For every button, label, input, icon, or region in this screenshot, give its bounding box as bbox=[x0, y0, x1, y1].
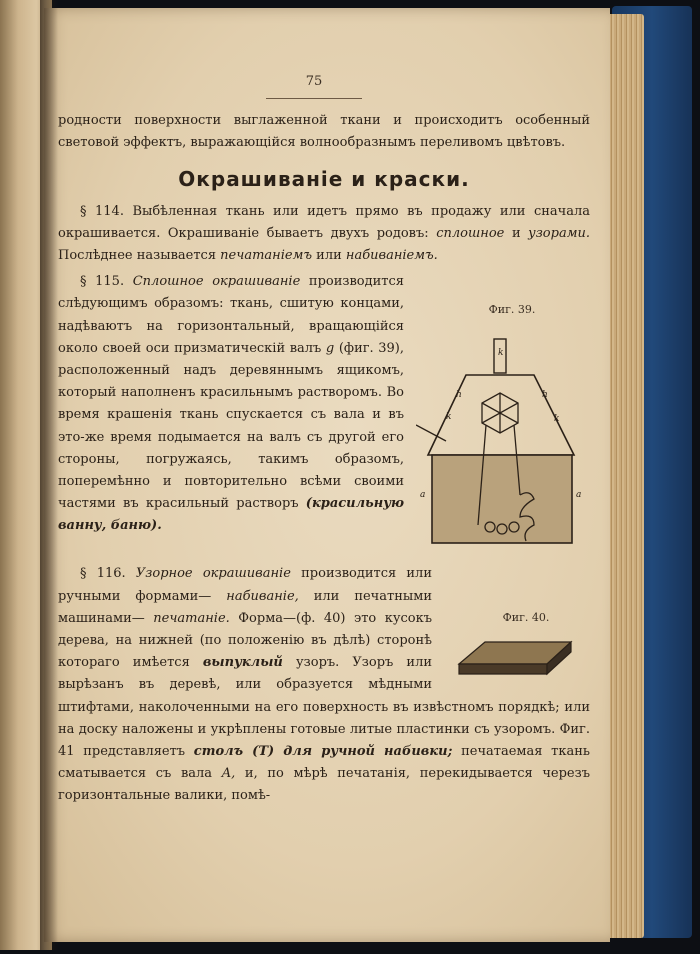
text-span: Форма—(ф. 40) это кусокъ дерева, на нижней (по положенiю въ дѣлѣ) сторонѣ котораго имѣется bbox=[58, 610, 432, 671]
section-number-115: § 115. bbox=[80, 274, 125, 290]
text-span: или печатными машинами— bbox=[58, 588, 432, 626]
figure-letter-a-left: a bbox=[420, 490, 426, 501]
section-number-114: § 114. bbox=[80, 203, 124, 219]
text-span: (фиг. 39), расположенный надъ деревяннымъ ящикомъ, который наполненъ красильнымъ растворомъ. Во время крашенiя ткань спускается съ вала и въ это-же время подымается на валъ съ другой его стороны, погружаясь, такимъ образомъ, поперемѣнно и повторительно всѣми своими частями въ красильный растворъ bbox=[58, 340, 405, 512]
section-number-116: § 116. bbox=[80, 566, 126, 582]
top-line-3: цвѣтовъ. bbox=[506, 135, 566, 151]
italic-term: A, bbox=[221, 766, 236, 782]
book-page bbox=[44, 8, 610, 942]
italic-term: Узорное окрашиванiе bbox=[135, 566, 291, 582]
figure-40-label: Фиг. 40. bbox=[502, 611, 550, 625]
section-heading: Окрашиванiе и краски. bbox=[178, 167, 470, 192]
text-span: или bbox=[316, 248, 342, 264]
figure-39 bbox=[412, 299, 590, 555]
text-span: производится слѣдующимъ образомъ: ткань, сшитую концами, надѣваютъ на горизонтальный, вращающiйся около своей оси призматическiй валъ bbox=[58, 274, 404, 356]
italic-term: (красильную ванну, баню). bbox=[58, 496, 404, 534]
italic-term: выпуклый bbox=[202, 655, 283, 671]
italic-term: печатанiе. bbox=[153, 610, 230, 626]
text-span: узоръ. Узоръ или вырѣзанъ въ деревѣ, или образуется мѣдными штифтами, наколоченными на его поверхность въ извѣстномъ порядкѣ; или на доску наложены и укрѣплены готовые литые пластинки съ узоромъ. Фиг. 41 представляетъ bbox=[58, 655, 590, 760]
italic-term: Сплошное окрашиванiе bbox=[132, 274, 301, 290]
paragraph-114 bbox=[58, 201, 590, 268]
figure-39-label: Фиг. 39. bbox=[488, 303, 536, 317]
figure-letter-h-right: h bbox=[542, 390, 548, 401]
text-span: производится или ручными формами— bbox=[58, 566, 432, 604]
top-line-2: световой эффектъ, выражающiйся волнообразнымъ переливомъ bbox=[58, 135, 503, 151]
book-gutter bbox=[40, 0, 58, 950]
figure-letter-k-right: k bbox=[554, 414, 560, 425]
italic-term: сплошное bbox=[436, 225, 505, 241]
italic-term: узорами. bbox=[528, 225, 590, 241]
italic-term: печатанiемъ bbox=[220, 248, 313, 264]
figure-letter-a-right: a bbox=[576, 490, 582, 501]
italic-term: столъ (T) для ручной набивки; bbox=[193, 744, 453, 760]
page-number: 75 bbox=[305, 74, 323, 89]
paragraph-115 bbox=[58, 271, 590, 537]
page-edges bbox=[604, 14, 644, 938]
printing-block-illustration bbox=[455, 634, 575, 678]
page-text bbox=[58, 70, 590, 808]
paragraph-116 bbox=[58, 563, 590, 807]
text-span: и bbox=[511, 225, 521, 241]
text-span: и, по мѣрѣ печатанiя, перекидывается черезъ горизонтальные валики, помѣ- bbox=[58, 766, 590, 804]
figure-letter-h-left: h bbox=[456, 390, 462, 401]
text-span: Выбѣленная ткань или идетъ прямо въ продажу или сначала окрашивается. Окрашиванiе бываетъ двухъ родовъ: bbox=[58, 203, 590, 241]
figure-40 bbox=[440, 607, 590, 677]
italic-term: g bbox=[325, 340, 335, 356]
italic-term: набиванiемъ. bbox=[345, 248, 438, 264]
figure-letter-k-left: k bbox=[446, 412, 452, 423]
top-line-1: родности поверхности выглаженной ткани и происходитъ особенный bbox=[58, 113, 590, 128]
top-paragraph bbox=[58, 110, 590, 154]
italic-term: набиванiе, bbox=[226, 588, 299, 604]
dyeing-vat-illustration bbox=[416, 325, 586, 555]
text-span: печатаемая ткань сматывается съ вала bbox=[58, 744, 590, 782]
figure-letter-k-top: k bbox=[498, 348, 504, 359]
text-span: Послѣднее называется bbox=[58, 248, 217, 264]
